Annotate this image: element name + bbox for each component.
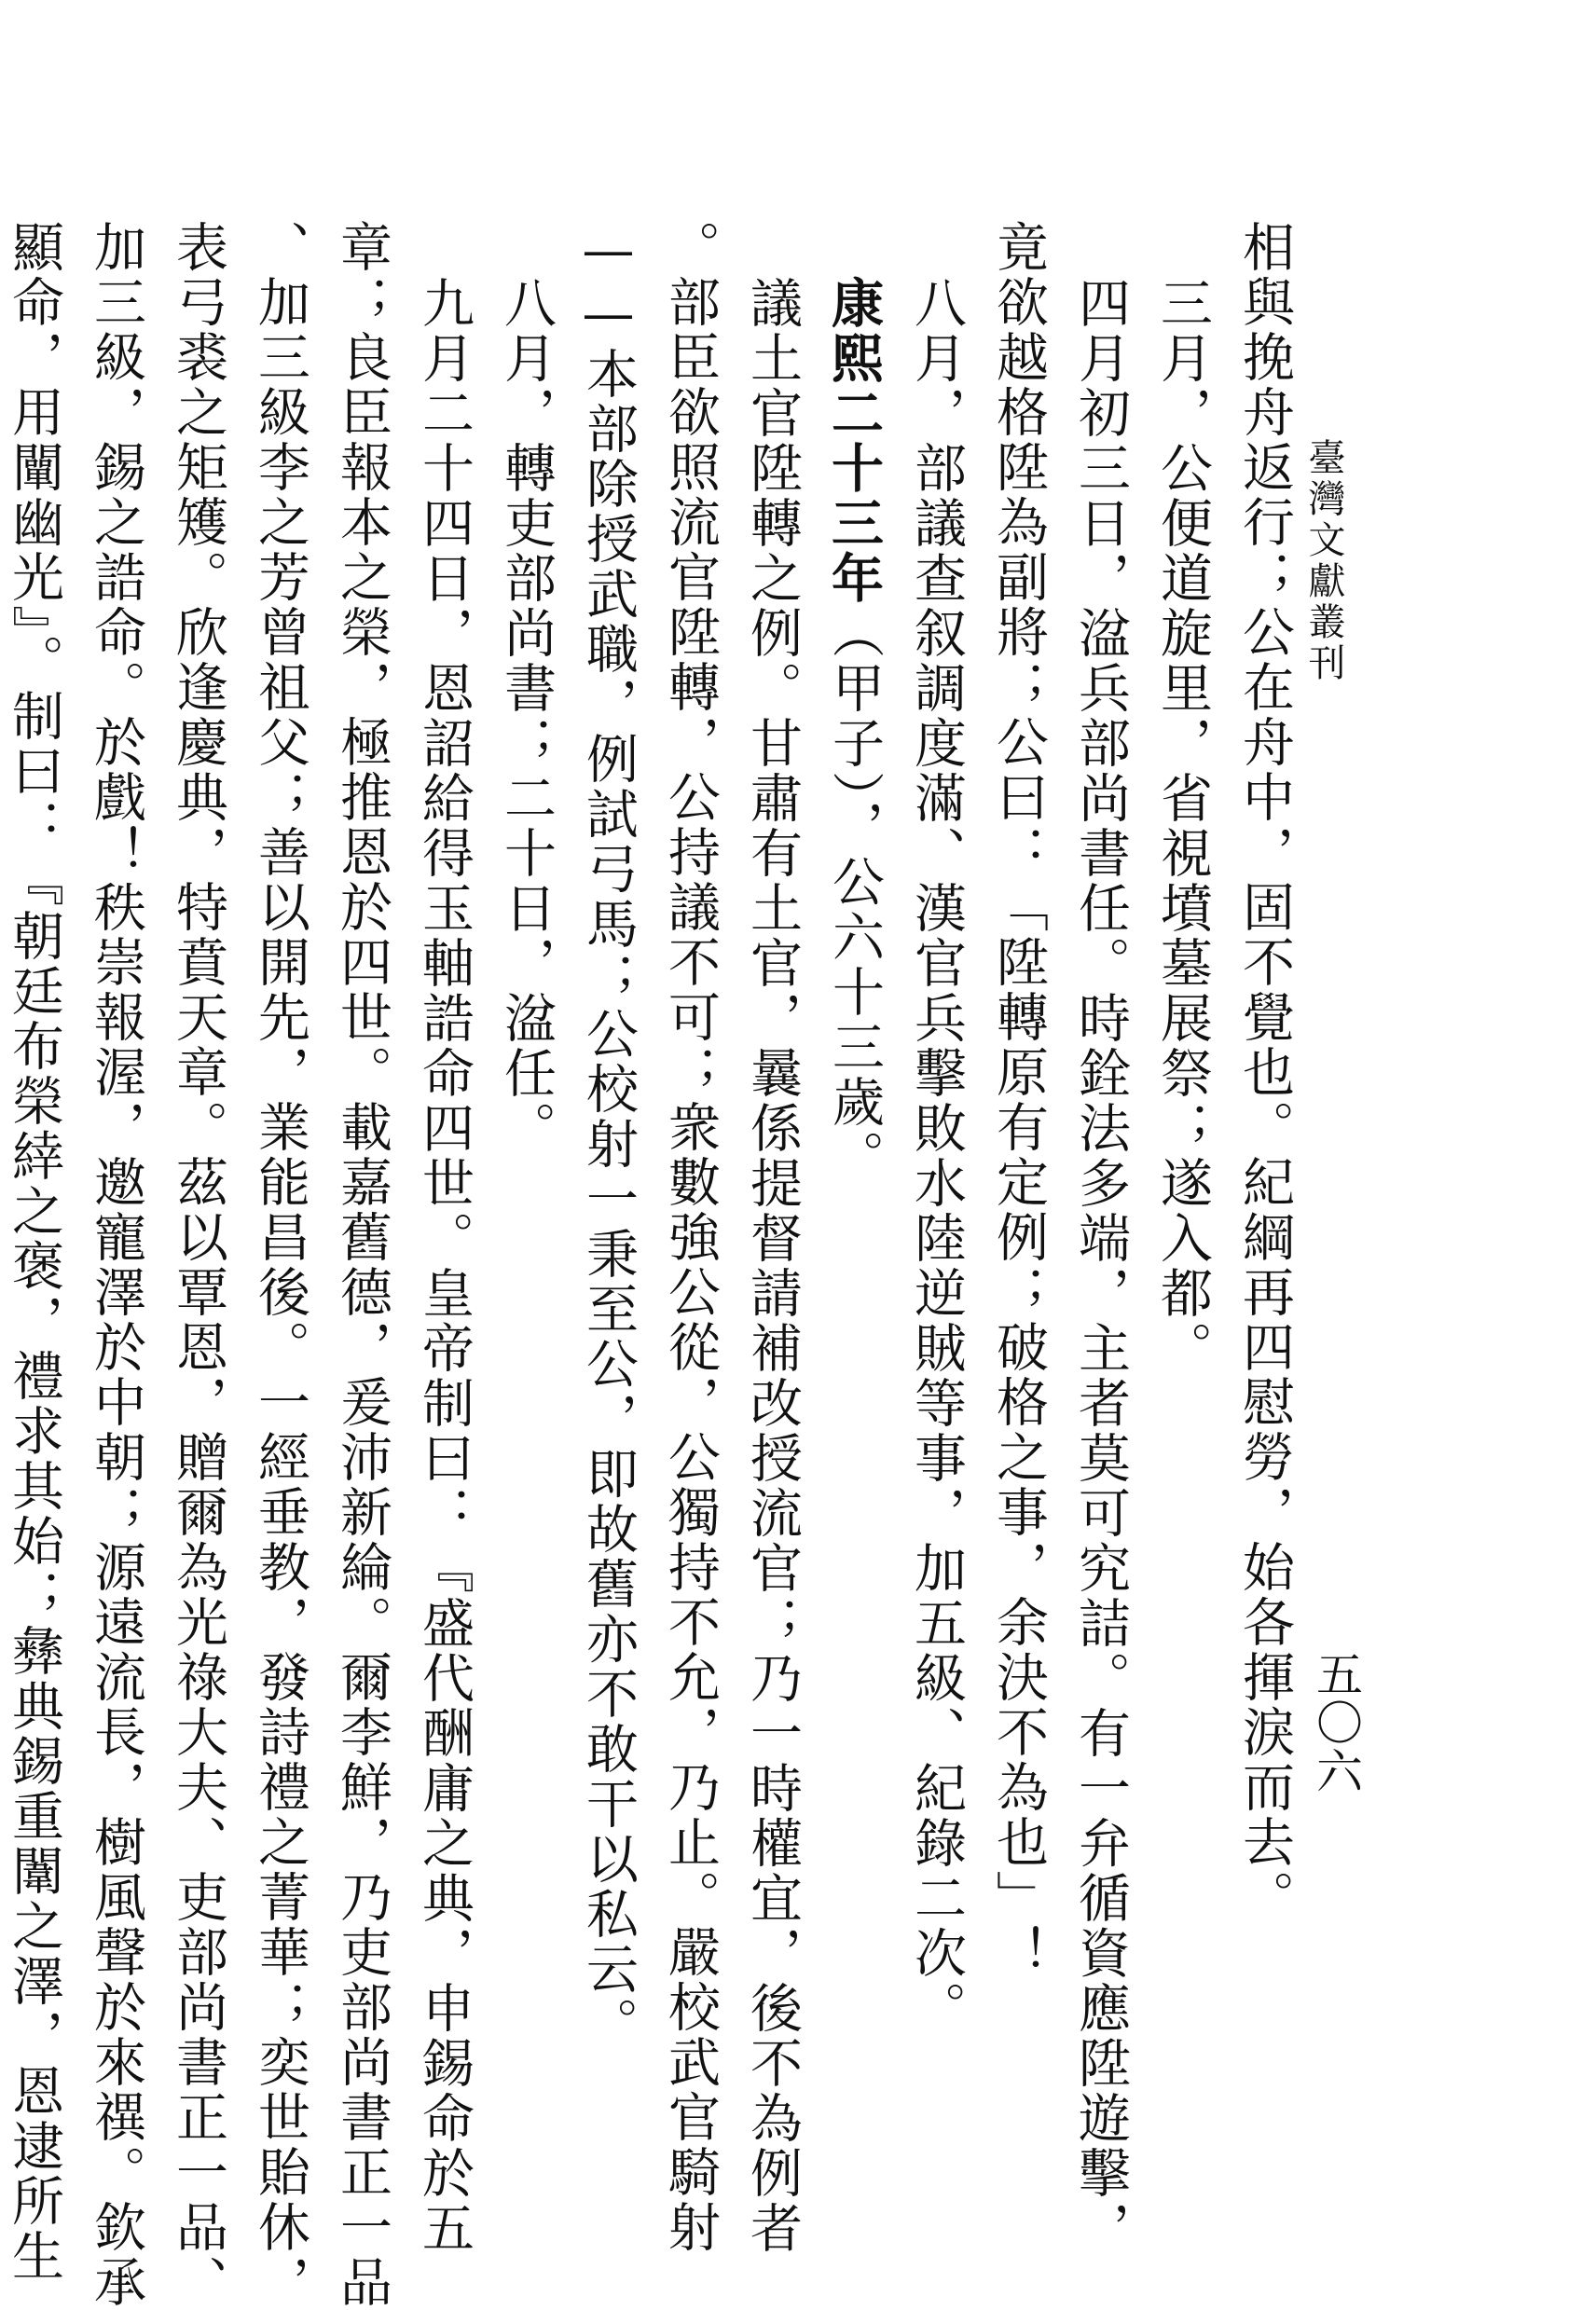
text-column-8: 。部臣欲照流官陞轉，公持議不可；衆數強公從，公獨持不允，乃止。嚴校武官騎射 [660,220,721,2255]
text-column-9: ——本部除授武職，例試弓馬；公校射一秉至公，即故舊亦不敢干以私云。 [578,220,639,2052]
page-number: 五〇六 [1309,1650,1363,1795]
running-header-title: 臺灣文獻叢刊 [1302,438,1345,684]
text-column-12: 章；良臣報本之榮，極推恩於四世。載嘉舊德，爰沛新綸。爾李鮮，乃吏部尚書正一品 [332,220,392,2310]
text-column-1: 相與挽舟返行；公在舟中，固不覺也。紀綱再四慰勞，始各揮淚而去。 [1234,220,1295,1925]
text-column-3: 四月初三日，湓兵部尚書任。時銓法多端，主者莫可究詰。有一弁循資應陞遊擊， [1070,276,1131,2256]
text-column-11: 九月二十四日，恩詔給得玉軸誥命四世。皇帝制曰：『盛代酬庸之典，申錫命於五 [414,276,475,2256]
text-column-7: 議土官陞轉之例。甘肅有土官，曩係提督請補改授流官；乃一時權宜，後不為例者 [742,276,803,2256]
text-column-2: 三月，公便道旋里，省視墳墓展祭；遂入都。 [1152,276,1213,1376]
text-column-6 [823,276,885,1185]
text-column-4: 竟欲越格陞為副將；公曰：「陞轉原有定例；破格之事，余決不為也」！ [988,220,1049,1980]
year-heading: 康熙二十三年 [823,276,885,606]
text-column-15: 加三級，錫之誥命。於戲！秩崇報渥，邀寵澤於中朝；源遠流長，樹風聲於來禩。欽承 [86,220,146,2310]
text-column-10: 八月，轉吏部尚書；二十日，湓任。 [496,276,557,1156]
text-column-5: 八月，部議查叙調度滿、漢官兵擊敗水陸逆賊等事，加五級、紀錄二次。 [906,276,967,2036]
text-column-16: 顯命，用闡幽光』。制曰：『朝廷布榮緈之褒，禮求其始；彝典錫重闈之澤，恩逮所生 [4,220,64,2284]
text-column-14: 表弓裘之矩矱。欣逢慶典，特賁天章。茲以覃恩，贈爾為光祿大夫、吏部尚書正一品、 [168,220,228,2310]
text-column-13: 、加三級李之芳曾祖父；善以開先，業能昌後。一經垂教，發詩禮之菁華；奕世貽休， [250,220,310,2310]
year-heading-rest: （甲子），公六十三歲。 [824,606,885,1185]
